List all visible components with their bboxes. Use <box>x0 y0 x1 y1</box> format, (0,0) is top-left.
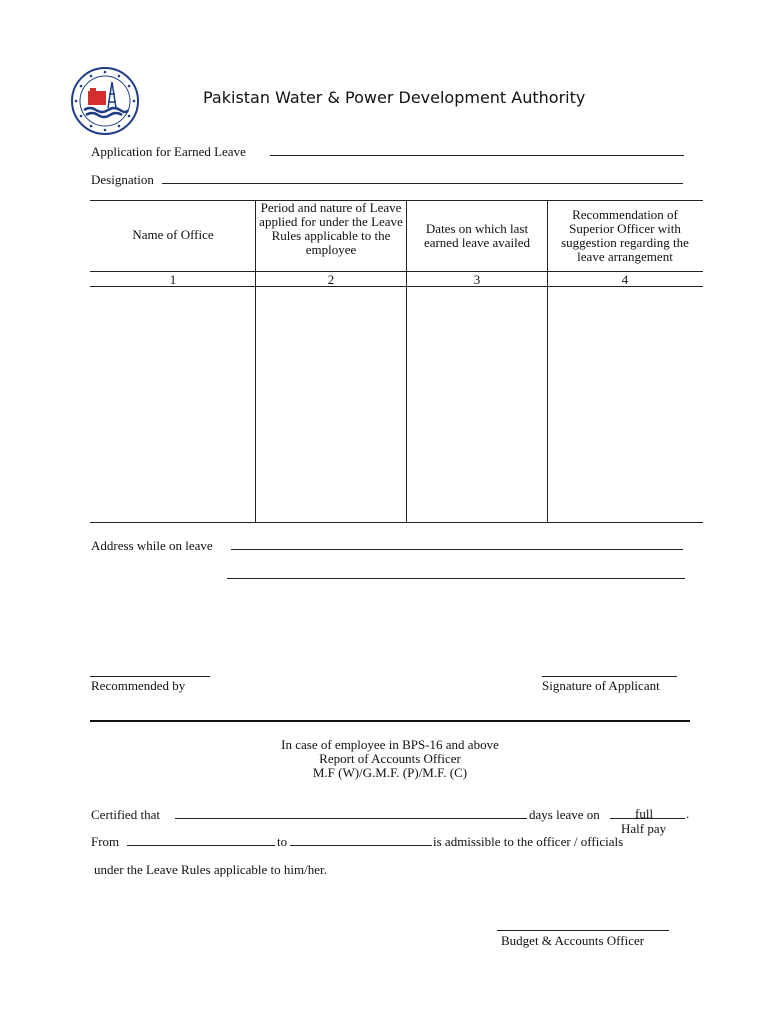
to-label: to <box>277 834 288 849</box>
from-label: From <box>91 834 120 849</box>
application-field[interactable] <box>270 155 684 156</box>
cell-recommendation[interactable] <box>548 288 702 521</box>
column-number: 3 <box>473 272 481 287</box>
report-heading: Report of Accounts Officer <box>319 751 461 766</box>
column-number: 1 <box>169 272 177 287</box>
full-pay-option: full <box>635 806 654 821</box>
column-number: 4 <box>621 272 629 287</box>
days-field[interactable] <box>175 818 527 819</box>
admissible-text: is admissible to the officer / officials <box>433 834 624 849</box>
half-pay-option: Half pay <box>621 821 667 836</box>
applicant-signature-line[interactable] <box>542 676 677 677</box>
cell-name-of-office[interactable] <box>91 288 254 521</box>
days-leave-on-label: days leave on <box>529 807 600 822</box>
budget-officer-signature-line[interactable] <box>497 930 669 931</box>
column-header-period-nature: Period and nature of Leave applied for under the Leave Rules applicable to the employee <box>259 200 403 257</box>
wapda-logo <box>70 66 140 136</box>
address-field-line-2[interactable] <box>227 578 685 579</box>
application-label: Application for Earned Leave <box>91 144 246 159</box>
certified-that-label: Certified that <box>91 807 160 822</box>
column-header-recommendation: Recommendation of Superior Officer with suggestion regarding the leave arrangement <box>561 207 689 264</box>
table-bottom-border <box>90 522 703 523</box>
period-mark: . <box>686 806 690 821</box>
office-codes: M.F (W)/G.M.F. (P)/M.F. (C) <box>312 765 468 780</box>
leave-rules-text: under the Leave Rules applicable to him/her. <box>94 862 327 877</box>
address-field-line-1[interactable] <box>231 549 683 550</box>
from-date-field[interactable] <box>127 845 275 846</box>
cell-period-nature[interactable] <box>256 288 405 521</box>
org-title: Pakistan Water & Power Development Authority <box>203 88 586 107</box>
section-divider <box>90 720 690 722</box>
signature-applicant-label: Signature of Applicant <box>542 678 660 693</box>
column-header-name-of-office: Name of Office <box>132 227 214 242</box>
column-header-dates-last-leave: Dates on which last earned leave availed <box>423 221 531 250</box>
recommended-by-label: Recommended by <box>91 678 186 693</box>
recommended-by-signature-line[interactable] <box>90 676 210 677</box>
budget-officer-label: Budget & Accounts Officer <box>501 933 645 948</box>
designation-label: Designation <box>91 172 154 187</box>
cell-dates-last-leave[interactable] <box>407 288 546 521</box>
address-label: Address while on leave <box>91 538 213 553</box>
designation-field[interactable] <box>162 183 683 184</box>
bps-note: In case of employee in BPS-16 and above <box>281 737 499 752</box>
column-number: 2 <box>327 272 335 287</box>
to-date-field[interactable] <box>290 845 432 846</box>
